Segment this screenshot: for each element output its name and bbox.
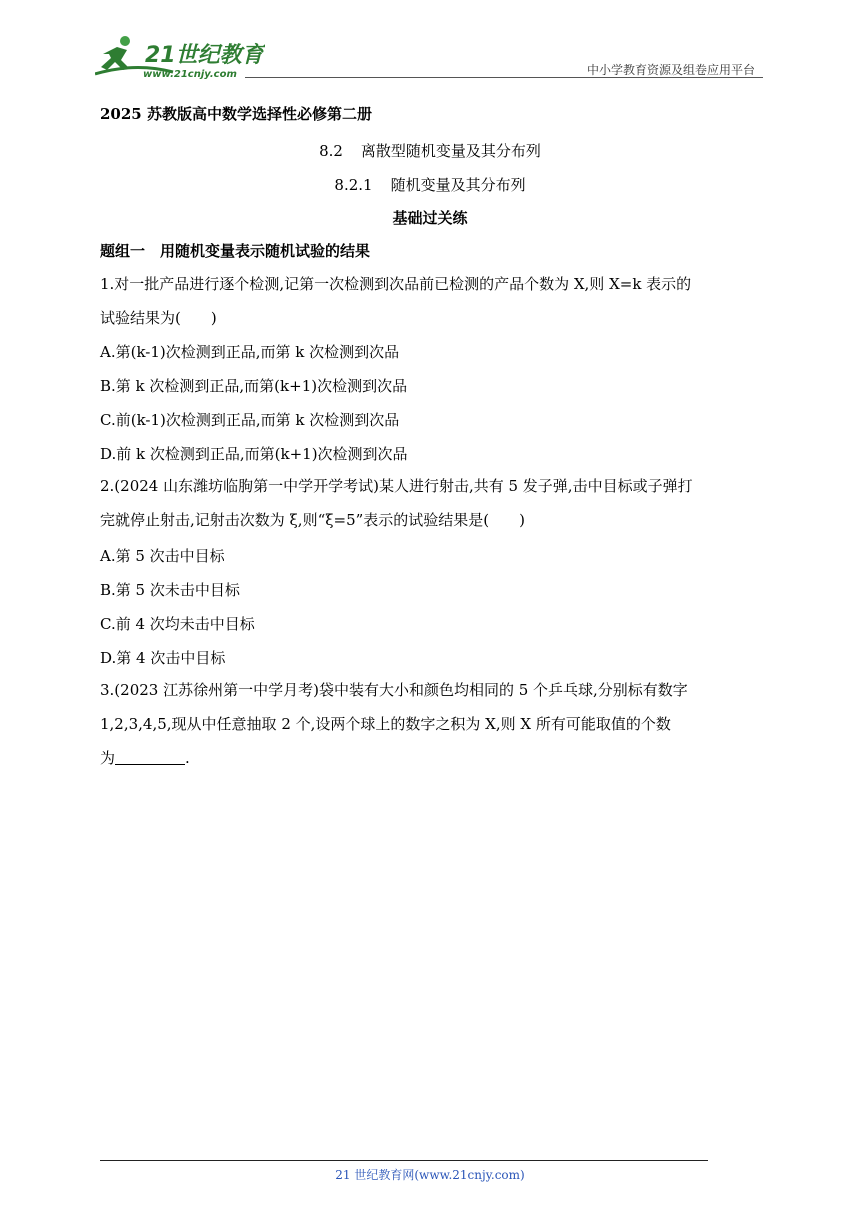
- question-2-line-1: 2.(2024 山东潍坊临朐第一中学开学考试)某人进行射击,共有 5 发子弹,击中目标或子弹打: [100, 477, 693, 495]
- answer-blank[interactable]: [115, 750, 185, 765]
- footer-text: 21 世纪教育网(www.21cnjy.com): [335, 1168, 525, 1182]
- section-number: 8.2: [319, 142, 343, 160]
- question-2-option-d: D.第 4 次击中目标: [100, 649, 226, 667]
- logo-21cnjy: [95, 32, 265, 80]
- question-2-stem: [100, 469, 762, 537]
- subsection-heading: [100, 174, 760, 195]
- question-1-option-d: D.前 k 次检测到正品,而第(k+1)次检测到次品: [100, 445, 408, 463]
- question-1-stem: [100, 267, 762, 335]
- page-header: [95, 30, 763, 82]
- question-3-line-2: 1,2,3,4,5,现从中任意抽取 2 个,设两个球上的数字之积为 X,则 X 所有可能取值的个数: [100, 715, 671, 733]
- practice-title: 基础过关练: [392, 209, 468, 227]
- section-heading: [100, 140, 760, 161]
- header-tagline: 中小学教育资源及组卷应用平台: [586, 63, 755, 77]
- question-1-line-1: 1.对一批产品进行逐个检测,记第一次检测到次品前已检测的产品个数为 X,则 X=k 表示的: [100, 275, 692, 293]
- question-1-option-c: C.前(k-1)次检测到正品,而第 k 次检测到次品: [100, 411, 400, 429]
- question-1-option-b: B.第 k 次检测到正品,而第(k+1)次检测到次品: [100, 377, 408, 395]
- question-2-line-2: 完就停止射击,记射击次数为 ξ,则“ξ=5”表示的试验结果是( ): [100, 511, 525, 529]
- svg-text:www.21cnjy.com: www.21cnjy.com: [143, 69, 237, 80]
- subsection-title: 随机变量及其分布列: [390, 176, 526, 194]
- question-2-option-c: C.前 4 次均未击中目标: [100, 615, 255, 633]
- question-3-stem: [100, 673, 762, 775]
- question-3-line-1: 3.(2023 江苏徐州第一中学月考)袋中装有大小和颜色均相同的 5 个乒乓球,分别标有数字: [100, 681, 688, 699]
- document-title: 2025 苏教版高中数学选择性必修第二册: [100, 105, 372, 123]
- question-2-option-a: A.第 5 次击中目标: [100, 547, 225, 565]
- question-3-line-3: 为 .: [100, 749, 190, 767]
- footer-divider: [100, 1160, 708, 1161]
- subsection-number: 8.2.1: [334, 176, 373, 194]
- question-1-line-2: 试验结果为( ): [100, 309, 217, 327]
- section-title: 离散型随机变量及其分布列: [360, 142, 541, 160]
- group-title: 题组一 用随机变量表示随机试验的结果: [100, 242, 371, 260]
- question-2-option-b: B.第 5 次未击中目标: [100, 581, 240, 599]
- question-1-option-a: A.第(k-1)次检测到正品,而第 k 次检测到次品: [100, 343, 400, 361]
- svg-text:21世纪教育: 21世纪教育: [145, 43, 264, 68]
- header-divider: [245, 77, 763, 78]
